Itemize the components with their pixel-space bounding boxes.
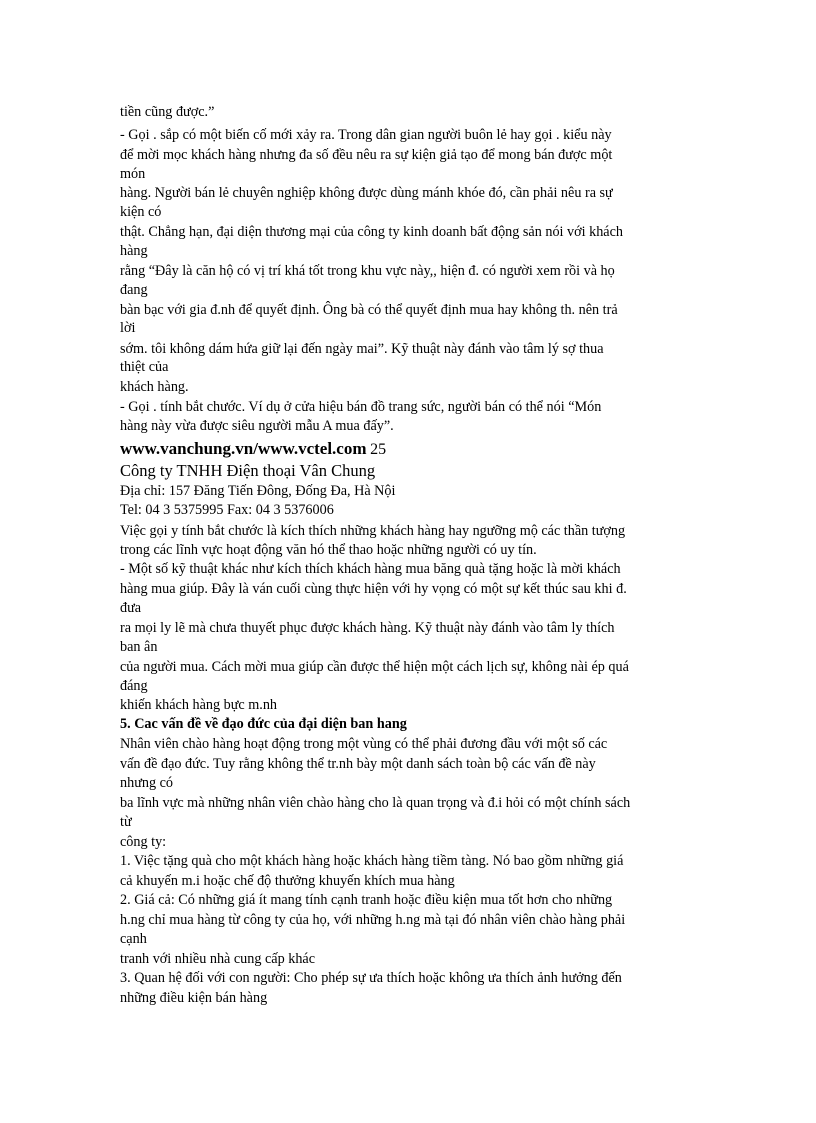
text-line: hàng. Người bán lẻ chuyên nghiệp không được dùng mánh khóe đó, cần phải nêu ra sự xyxy=(120,185,613,201)
section-heading: 5. Cac vấn đề về đạo đức của đại diện ban hang xyxy=(120,716,407,732)
text-line: ban ân xyxy=(120,639,158,655)
text-line: bàn bạc với gia đ.nh để quyết định. Ông bà có thể quyết định mua hay không th. nên trả xyxy=(120,302,618,318)
text-line: để mời mọc khách hàng nhưng đa số đều nêu ra sự kiện giả tạo để mong bán được một xyxy=(120,147,613,163)
text-line: cả khuyến m.i hoặc chế độ thưởng khuyến khích mua hàng xyxy=(120,873,455,889)
text-line: công ty: xyxy=(120,834,167,850)
text-line: - Gọi . sắp có một biến cố mới xảy ra. Trong dân gian người buôn lẻ hay gọi . kiểu này xyxy=(120,127,612,143)
text-line: 1. Việc tặng quà cho một khách hàng hoặc khách hàng tiềm tàng. Nó bao gồm những giá xyxy=(120,853,624,869)
text-line: Nhân viên chào hàng hoạt động trong một vùng có thể phải đương đầu với một số các xyxy=(120,736,608,752)
text-line: lời xyxy=(120,320,136,336)
footer-url-line xyxy=(120,440,386,459)
company-phone: Tel: 04 3 5375995 Fax: 04 3 5376006 xyxy=(120,502,334,518)
text-line: 2. Giá cả: Có những giá ít mang tính cạnh tranh hoặc điều kiện mua tốt hơn cho những xyxy=(120,892,613,908)
text-line: sớm. tôi không dám hứa giữ lại đến ngày mai”. Kỹ thuật này đánh vào tâm lý sợ thua xyxy=(120,341,604,357)
text-line: rằng “Đây là căn hộ có vị trí khá tốt trong khu vực này,, hiện đ. có người xem rồi và họ xyxy=(120,263,615,279)
text-line: tiền cũng được.” xyxy=(120,104,215,120)
text-line: thật. Chẳng hạn, đại diện thương mại của công ty kinh doanh bất động sản nói với khách xyxy=(120,224,623,240)
page-number: 25 xyxy=(370,441,387,458)
company-name: Công ty TNHH Điện thoại Vân Chung xyxy=(120,461,376,480)
text-line: đang xyxy=(120,282,148,298)
text-line: ba lĩnh vực mà những nhân viên chào hàng cho là quan trọng và đ.i hỏi có một chính sách xyxy=(120,795,631,811)
text-line: hàng xyxy=(120,243,148,259)
text-line: Việc gọi y tính bắt chước là kích thích những khách hàng hay ngưỡng mộ các thần tượng xyxy=(120,523,626,539)
footer-url: www.vanchung.vn/www.vctel.com xyxy=(120,439,367,458)
text-line: hàng này vừa được siêu người mẫu A mua đấy”. xyxy=(120,418,394,434)
text-line: h.ng chỉ mua hàng từ công ty của họ, với những h.ng mà tại đó nhân viên chào hàng phải xyxy=(120,912,626,928)
text-line: tranh với nhiều nhà cung cấp khác xyxy=(120,951,316,967)
text-line: từ xyxy=(120,814,132,830)
text-line: hàng mua giúp. Đây là ván cuối cùng thực hiện với hy vọng có một sự kết thúc sau khi đ. xyxy=(120,581,627,597)
text-line: trong các lĩnh vực hoạt động văn hó thể thao hoặc những người có uy tín. xyxy=(120,542,537,558)
text-line: món xyxy=(120,166,146,182)
text-line: kiện có xyxy=(120,204,162,220)
text-line: - Một số kỹ thuật khác như kích thích khách hàng mua băng quà tặng hoặc là mời khách xyxy=(120,561,621,577)
text-line: - Gọi . tính bắt chước. Ví dụ ở cửa hiệu bán đồ trang sức, người bán có thể nói “Món xyxy=(120,399,602,415)
text-line: đưa xyxy=(120,600,142,616)
text-line: ra mọi ly lẽ mà chưa thuyết phục được khách hàng. Kỹ thuật này đánh vào tâm ly thích xyxy=(120,620,615,636)
text-line: những điều kiện bán hàng xyxy=(120,990,268,1006)
text-line: khách hàng. xyxy=(120,379,189,395)
company-address: Địa chỉ: 157 Đăng Tiến Đông, Đống Đa, Hà Nội xyxy=(120,483,396,499)
text-line: khiến khách hàng bực m.nh xyxy=(120,697,278,713)
text-line: cạnh xyxy=(120,931,147,947)
text-line: đáng xyxy=(120,678,148,694)
text-line: của người mua. Cách mời mua giúp cần được thể hiện một cách lịch sự, không nài ép quá xyxy=(120,659,629,675)
text-line: 3. Quan hệ đối với con người: Cho phép sự ưa thích hoặc không ưa thích ảnh hưởng đến xyxy=(120,970,622,986)
text-line: thiệt của xyxy=(120,359,169,375)
text-line: nhưng có xyxy=(120,775,174,791)
text-line: vấn đề đạo đức. Tuy rằng không thể tr.nh bày một danh sách toàn bộ các vấn đề này xyxy=(120,756,596,772)
